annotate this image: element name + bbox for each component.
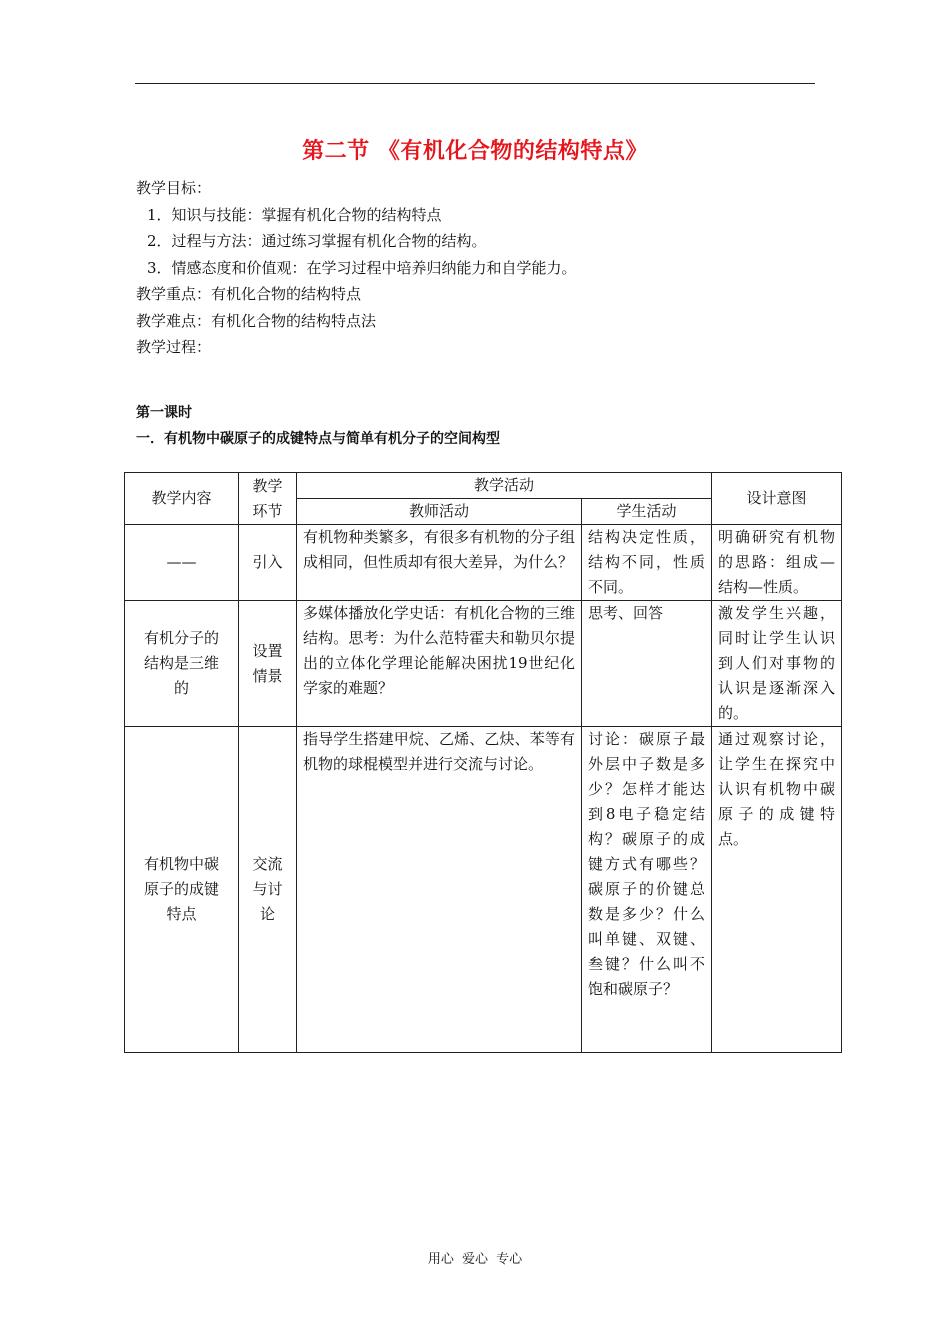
header-teacher: 教师活动: [297, 499, 582, 525]
key-point: 教学重点：有机化合物的结构特点: [136, 285, 362, 303]
cell-content: 有机物中碳原子的成键特点: [125, 727, 239, 1053]
header-activity: 教学活动: [297, 473, 712, 499]
objective-item: 3．情感态度和价值观：在学习过程中培养归纳能力和自学能力。: [147, 258, 577, 277]
cell-content: 有机分子的结构是三维的: [125, 601, 239, 727]
header-intent: 设计意图: [712, 473, 842, 525]
table-header-row: [125, 473, 842, 499]
cell-student: 结构决定性质，结构不同，性质不同。: [582, 525, 712, 601]
objectives-heading: 教学目标：: [136, 179, 212, 197]
cell-student: 讨论：碳原子最外层中子数是多少？怎样才能达到8电子稳定结构？碳原子的成键方式有哪些？碳原子的价键总数是多少？什么叫单键、双键、叁键？什么叫不饱和碳原子？: [582, 727, 712, 1053]
lesson-label: 第一课时: [136, 405, 192, 421]
cell-student: 思考、回答: [582, 601, 712, 727]
cell-content: ——: [125, 525, 239, 601]
page-title: 第二节 《有机化合物的结构特点》: [302, 139, 648, 164]
header-rule: [135, 83, 815, 84]
header-content: 教学内容: [125, 473, 239, 525]
cell-intent: 激发学生兴趣，同时让学生认识到人们对事物的认识是逐渐深入的。: [712, 601, 842, 727]
cell-intent: 通过观察讨论，让学生在探究中认识有机物中碳原子的成键特点。: [712, 727, 842, 1053]
cell-stage: 设置情景: [239, 601, 297, 727]
header-student: 学生活动: [582, 499, 712, 525]
section-heading: 一．有机物中碳原子的成键特点与简单有机分子的空间构型: [136, 431, 500, 447]
section-block: [136, 400, 500, 452]
cell-teacher: 指导学生搭建甲烷、乙烯、乙炔、苯等有机物的球棍模型并进行交流与讨论。: [297, 727, 582, 1053]
lesson-info: [136, 175, 816, 361]
page-footer: 用心 爱心 专心: [427, 1252, 523, 1267]
cell-stage: 引入: [239, 525, 297, 601]
header-stage: 教学环节: [239, 473, 297, 525]
lesson-plan-table: [124, 472, 842, 1053]
table-row: [125, 601, 842, 727]
difficulty: 教学难点：有机化合物的结构特点法: [136, 311, 377, 330]
objective-item: 1．知识与技能：掌握有机化合物的结构特点: [147, 205, 442, 224]
cell-teacher: 有机物种类繁多，有很多有机物的分子组成相同，但性质却有很大差异，为什么？: [297, 525, 582, 601]
objective-item: 2．过程与方法：通过练习掌握有机化合物的结构。: [147, 232, 487, 250]
cell-intent: 明确研究有机物的思路：组成—结构—性质。: [712, 525, 842, 601]
table-row: [125, 727, 842, 1053]
cell-stage: 交流与讨论: [239, 727, 297, 1053]
cell-teacher: 多媒体播放化学史话：有机化合物的三维结构。思考：为什么范特霍夫和勒贝尔提出的立体化学理论能解决困扰19世纪化学家的难题？: [297, 601, 582, 727]
table-row: [125, 525, 842, 601]
process-heading: 教学过程：: [136, 338, 212, 356]
